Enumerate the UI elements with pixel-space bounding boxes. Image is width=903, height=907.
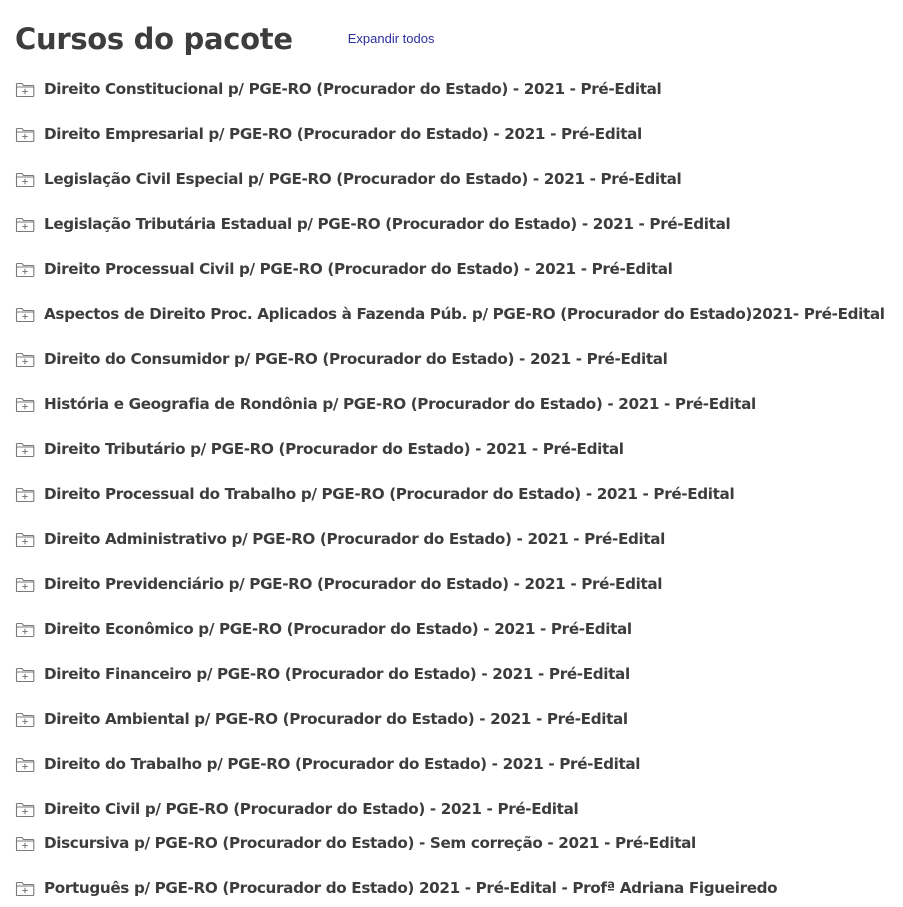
course-title: Direito do Consumidor p/ PGE-RO (Procurador do Estado) - 2021 - Pré-Edital: [44, 350, 668, 368]
course-title: Direito Econômico p/ PGE-RO (Procurador do Estado) - 2021 - Pré-Edital: [44, 620, 632, 638]
folder-plus-icon: [15, 575, 35, 593]
folder-plus-icon: [15, 350, 35, 368]
folder-plus-icon: [15, 125, 35, 143]
course-title: Português p/ PGE-RO (Procurador do Estado) 2021 - Pré-Edital - Profª Adriana Figueiredo: [44, 879, 778, 897]
course-item[interactable]: [15, 437, 624, 461]
folder-plus-icon: [15, 395, 35, 413]
course-title: Aspectos de Direito Proc. Aplicados à Fazenda Púb. p/ PGE-RO (Procurador do Estado)2021- Pré-Edital: [44, 305, 885, 323]
course-item[interactable]: [15, 77, 661, 101]
course-item[interactable]: [15, 212, 730, 236]
course-title: Direito Empresarial p/ PGE-RO (Procurador do Estado) - 2021 - Pré-Edital: [44, 125, 642, 143]
course-item[interactable]: [15, 831, 696, 855]
page-title: Cursos do pacote: [15, 22, 293, 56]
course-title: História e Geografia de Rondônia p/ PGE-RO (Procurador do Estado) - 2021 - Pré-Edital: [44, 395, 756, 413]
course-title: Direito Processual do Trabalho p/ PGE-RO (Procurador do Estado) - 2021 - Pré-Edital: [44, 485, 735, 503]
folder-plus-icon: [15, 260, 35, 278]
course-item[interactable]: [15, 707, 628, 731]
course-title: Direito Administrativo p/ PGE-RO (Procurador do Estado) - 2021 - Pré-Edital: [44, 530, 666, 548]
course-title: Legislação Tributária Estadual p/ PGE-RO (Procurador do Estado) - 2021 - Pré-Edital: [44, 215, 731, 233]
course-title: Direito Financeiro p/ PGE-RO (Procurador do Estado) - 2021 - Pré-Edital: [44, 665, 630, 683]
course-title: Legislação Civil Especial p/ PGE-RO (Procurador do Estado) - 2021 - Pré-Edital: [44, 170, 682, 188]
course-item[interactable]: [15, 572, 662, 596]
folder-plus-icon: [15, 879, 35, 897]
course-title: Direito Tributário p/ PGE-RO (Procurador do Estado) - 2021 - Pré-Edital: [44, 440, 624, 458]
course-title: Direito Previdenciário p/ PGE-RO (Procurador do Estado) - 2021 - Pré-Edital: [44, 575, 663, 593]
course-title: Direito Ambiental p/ PGE-RO (Procurador do Estado) - 2021 - Pré-Edital: [44, 710, 628, 728]
folder-plus-icon: [15, 485, 35, 503]
course-item[interactable]: [15, 876, 777, 900]
folder-plus-icon: [15, 620, 35, 638]
course-item[interactable]: [15, 797, 578, 821]
folder-plus-icon: [15, 80, 35, 98]
expand-all-link[interactable]: Expandir todos: [347, 31, 435, 46]
header: [15, 22, 434, 56]
folder-plus-icon: [15, 665, 35, 683]
folder-plus-icon: [15, 834, 35, 852]
course-item[interactable]: [15, 392, 756, 416]
course-title: Discursiva p/ PGE-RO (Procurador do Estado) - Sem correção - 2021 - Pré-Edital: [44, 834, 696, 852]
course-title: Direito Processual Civil p/ PGE-RO (Procurador do Estado) - 2021 - Pré-Edital: [44, 260, 673, 278]
course-item[interactable]: [15, 347, 668, 371]
folder-plus-icon: [15, 305, 35, 323]
course-item[interactable]: [15, 662, 630, 686]
course-item[interactable]: [15, 167, 681, 191]
course-item[interactable]: [15, 482, 734, 506]
course-item[interactable]: [15, 752, 640, 776]
course-title: Direito Civil p/ PGE-RO (Procurador do Estado) - 2021 - Pré-Edital: [44, 800, 579, 818]
course-item[interactable]: [15, 302, 885, 326]
folder-plus-icon: [15, 755, 35, 773]
course-title: Direito Constitucional p/ PGE-RO (Procurador do Estado) - 2021 - Pré-Edital: [44, 80, 662, 98]
course-title: Direito do Trabalho p/ PGE-RO (Procurador do Estado) - 2021 - Pré-Edital: [44, 755, 641, 773]
folder-plus-icon: [15, 800, 35, 818]
folder-plus-icon: [15, 170, 35, 188]
folder-plus-icon: [15, 440, 35, 458]
folder-plus-icon: [15, 215, 35, 233]
folder-plus-icon: [15, 710, 35, 728]
course-item[interactable]: [15, 527, 665, 551]
course-item[interactable]: [15, 617, 632, 641]
course-item[interactable]: [15, 122, 642, 146]
folder-plus-icon: [15, 530, 35, 548]
course-item[interactable]: [15, 257, 672, 281]
